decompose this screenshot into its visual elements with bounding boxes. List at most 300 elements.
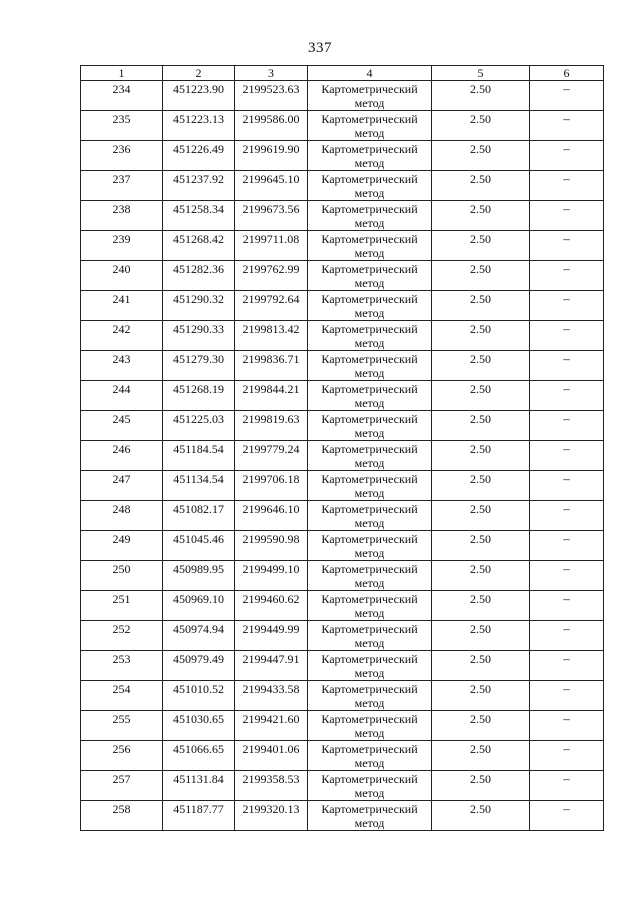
method-cell-text: Картометрический метод <box>321 652 418 680</box>
accuracy-cell <box>432 621 530 651</box>
y-coordinate-cell-text: 2199645.10 <box>242 172 300 186</box>
note-cell <box>530 291 604 321</box>
point-number-cell-text: 244 <box>112 382 131 396</box>
point-number-cell <box>81 171 163 201</box>
table-row <box>81 621 604 651</box>
note-cell <box>530 531 604 561</box>
method-cell-text: Картометрический метод <box>321 82 418 110</box>
point-number-cell-text: 243 <box>112 352 131 366</box>
note-cell-text: – <box>563 621 570 636</box>
point-number-cell <box>81 381 163 411</box>
note-cell-text: – <box>563 351 570 366</box>
y-coordinate-cell-text: 2199358.53 <box>242 772 300 786</box>
x-coordinate-cell-text: 451290.32 <box>173 292 224 306</box>
table-body <box>81 81 604 831</box>
accuracy-cell <box>432 111 530 141</box>
accuracy-cell <box>432 291 530 321</box>
accuracy-cell <box>432 81 530 111</box>
x-coordinate-cell-text: 450989.95 <box>173 562 224 576</box>
y-coordinate-cell <box>235 141 308 171</box>
y-coordinate-cell-text: 2199836.71 <box>242 352 300 366</box>
x-coordinate-cell-text: 451045.46 <box>173 532 224 546</box>
y-coordinate-cell <box>235 561 308 591</box>
note-cell <box>530 801 604 831</box>
y-coordinate-cell-text: 2199619.90 <box>242 142 300 156</box>
method-cell <box>308 741 432 771</box>
point-number-cell-text: 242 <box>112 322 131 336</box>
y-coordinate-cell <box>235 621 308 651</box>
method-cell-text: Картометрический метод <box>321 262 418 290</box>
y-coordinate-cell <box>235 711 308 741</box>
point-number-cell <box>81 261 163 291</box>
y-coordinate-cell-text: 2199844.21 <box>242 382 300 396</box>
x-coordinate-cell-text: 450979.49 <box>173 652 224 666</box>
method-cell <box>308 411 432 441</box>
method-cell <box>308 771 432 801</box>
accuracy-cell <box>432 801 530 831</box>
method-cell-text: Картометрический метод <box>321 142 418 170</box>
x-coordinate-cell-text: 451258.34 <box>173 202 224 216</box>
accuracy-cell <box>432 651 530 681</box>
point-number-cell <box>81 441 163 471</box>
y-coordinate-cell-text: 2199447.91 <box>242 652 300 666</box>
method-cell-text: Картометрический метод <box>321 472 418 500</box>
point-number-cell <box>81 291 163 321</box>
accuracy-cell <box>432 411 530 441</box>
x-coordinate-cell <box>163 111 235 141</box>
x-coordinate-cell <box>163 681 235 711</box>
y-coordinate-cell-text: 2199401.06 <box>242 742 300 756</box>
note-cell <box>530 261 604 291</box>
x-coordinate-cell-text: 451082.17 <box>173 502 224 516</box>
x-coordinate-cell-text: 451223.13 <box>173 112 224 126</box>
note-cell <box>530 171 604 201</box>
accuracy-cell <box>432 441 530 471</box>
y-coordinate-cell <box>235 201 308 231</box>
point-number-cell <box>81 531 163 561</box>
method-cell-text: Картометрический метод <box>321 292 418 320</box>
x-coordinate-cell <box>163 411 235 441</box>
y-coordinate-cell-text: 2199421.60 <box>242 712 300 726</box>
x-coordinate-cell-text: 451268.19 <box>173 382 224 396</box>
method-cell <box>308 471 432 501</box>
note-cell <box>530 81 604 111</box>
note-cell <box>530 621 604 651</box>
method-cell-text: Картометрический метод <box>321 352 418 380</box>
x-coordinate-cell <box>163 441 235 471</box>
note-cell <box>530 591 604 621</box>
accuracy-cell-text: 2.50 <box>470 142 491 156</box>
accuracy-cell-text: 2.50 <box>470 382 491 396</box>
y-coordinate-cell-text: 2199590.98 <box>242 532 300 546</box>
table-row <box>81 771 604 801</box>
note-cell <box>530 651 604 681</box>
method-cell-text: Картометрический метод <box>321 442 418 470</box>
point-number-cell-text: 237 <box>112 172 131 186</box>
x-coordinate-cell-text: 451279.30 <box>173 352 224 366</box>
accuracy-cell <box>432 261 530 291</box>
note-cell-text: – <box>563 201 570 216</box>
method-cell-text: Картометрический метод <box>321 682 418 710</box>
x-coordinate-cell <box>163 291 235 321</box>
method-cell <box>308 501 432 531</box>
y-coordinate-cell-text: 2199433.58 <box>242 682 300 696</box>
method-cell <box>308 381 432 411</box>
method-cell <box>308 321 432 351</box>
x-coordinate-cell <box>163 621 235 651</box>
point-number-cell-text: 236 <box>112 142 131 156</box>
point-number-cell <box>81 351 163 381</box>
table-row <box>81 351 604 381</box>
note-cell-text: – <box>563 111 570 126</box>
method-cell <box>308 231 432 261</box>
point-number-cell-text: 251 <box>112 592 131 606</box>
method-cell <box>308 351 432 381</box>
y-coordinate-cell <box>235 171 308 201</box>
method-cell-text: Картометрический метод <box>321 802 418 830</box>
method-cell-text: Картометрический метод <box>321 502 418 530</box>
y-coordinate-cell <box>235 681 308 711</box>
note-cell <box>530 471 604 501</box>
note-cell <box>530 501 604 531</box>
table-row <box>81 501 604 531</box>
point-number-cell <box>81 231 163 261</box>
method-cell <box>308 111 432 141</box>
method-cell-text: Картометрический метод <box>321 202 418 230</box>
y-coordinate-cell <box>235 471 308 501</box>
y-coordinate-cell-text: 2199499.10 <box>242 562 300 576</box>
note-cell-text: – <box>563 141 570 156</box>
accuracy-cell <box>432 381 530 411</box>
y-coordinate-cell-text: 2199706.18 <box>242 472 300 486</box>
method-cell <box>308 801 432 831</box>
x-coordinate-cell <box>163 381 235 411</box>
note-cell-text: – <box>563 531 570 546</box>
x-coordinate-cell <box>163 261 235 291</box>
accuracy-cell-text: 2.50 <box>470 682 491 696</box>
x-coordinate-cell <box>163 531 235 561</box>
x-coordinate-cell-text: 451223.90 <box>173 82 224 96</box>
y-coordinate-cell <box>235 321 308 351</box>
x-coordinate-cell-text: 451184.54 <box>173 442 224 456</box>
point-number-cell-text: 254 <box>112 682 131 696</box>
accuracy-cell <box>432 741 530 771</box>
note-cell-text: – <box>563 741 570 756</box>
note-cell-text: – <box>563 171 570 186</box>
y-coordinate-cell <box>235 741 308 771</box>
table-row <box>81 591 604 621</box>
accuracy-cell-text: 2.50 <box>470 262 491 276</box>
y-coordinate-cell <box>235 111 308 141</box>
y-coordinate-cell <box>235 801 308 831</box>
page-number: 337 <box>308 40 332 56</box>
point-number-cell <box>81 111 163 141</box>
table-row <box>81 411 604 441</box>
table-row <box>81 681 604 711</box>
y-coordinate-cell <box>235 591 308 621</box>
column-header-1: 1 <box>81 66 163 81</box>
y-coordinate-cell-text: 2199819.63 <box>242 412 300 426</box>
y-coordinate-cell-text: 2199646.10 <box>242 502 300 516</box>
note-cell <box>530 231 604 261</box>
accuracy-cell <box>432 531 530 561</box>
accuracy-cell <box>432 231 530 261</box>
method-cell <box>308 201 432 231</box>
x-coordinate-cell-text: 451010.52 <box>173 682 224 696</box>
point-number-cell-text: 239 <box>112 232 131 246</box>
y-coordinate-cell <box>235 291 308 321</box>
point-number-cell <box>81 621 163 651</box>
table-row <box>81 531 604 561</box>
x-coordinate-cell <box>163 771 235 801</box>
point-number-cell <box>81 771 163 801</box>
accuracy-cell-text: 2.50 <box>470 412 491 426</box>
y-coordinate-cell-text: 2199711.08 <box>242 232 300 246</box>
x-coordinate-cell-text: 451134.54 <box>173 472 224 486</box>
note-cell <box>530 201 604 231</box>
y-coordinate-cell <box>235 351 308 381</box>
y-coordinate-cell-text: 2199586.00 <box>242 112 300 126</box>
accuracy-cell <box>432 681 530 711</box>
method-cell <box>308 621 432 651</box>
table-row <box>81 471 604 501</box>
point-number-cell <box>81 561 163 591</box>
note-cell <box>530 321 604 351</box>
accuracy-cell-text: 2.50 <box>470 112 491 126</box>
point-number-cell <box>81 81 163 111</box>
table-row <box>81 741 604 771</box>
x-coordinate-cell-text: 451237.92 <box>173 172 224 186</box>
y-coordinate-cell-text: 2199762.99 <box>242 262 300 276</box>
header-row <box>81 66 604 81</box>
y-coordinate-cell <box>235 441 308 471</box>
note-cell-text: – <box>563 381 570 396</box>
point-number-cell-text: 238 <box>112 202 131 216</box>
point-number-cell <box>81 801 163 831</box>
x-coordinate-cell-text: 451225.03 <box>173 412 224 426</box>
note-cell-text: – <box>563 771 570 786</box>
method-cell <box>308 711 432 741</box>
point-number-cell <box>81 141 163 171</box>
accuracy-cell-text: 2.50 <box>470 82 491 96</box>
point-number-cell-text: 256 <box>112 742 131 756</box>
accuracy-cell-text: 2.50 <box>470 562 491 576</box>
point-number-cell-text: 235 <box>112 112 131 126</box>
x-coordinate-cell-text: 451290.33 <box>173 322 224 336</box>
y-coordinate-cell-text: 2199813.42 <box>242 322 300 336</box>
point-number-cell-text: 250 <box>112 562 131 576</box>
method-cell <box>308 81 432 111</box>
accuracy-cell-text: 2.50 <box>470 622 491 636</box>
point-number-cell <box>81 321 163 351</box>
method-cell <box>308 681 432 711</box>
table-row <box>81 141 604 171</box>
note-cell <box>530 561 604 591</box>
table-row <box>81 801 604 831</box>
y-coordinate-cell <box>235 231 308 261</box>
method-cell <box>308 291 432 321</box>
table-row <box>81 291 604 321</box>
method-cell <box>308 561 432 591</box>
method-cell <box>308 591 432 621</box>
accuracy-cell-text: 2.50 <box>470 652 491 666</box>
method-cell-text: Картометрический метод <box>321 742 418 770</box>
method-cell-text: Картометрический метод <box>321 112 418 140</box>
y-coordinate-cell-text: 2199449.99 <box>242 622 300 636</box>
accuracy-cell <box>432 351 530 381</box>
accuracy-cell <box>432 711 530 741</box>
y-coordinate-cell <box>235 261 308 291</box>
x-coordinate-cell <box>163 351 235 381</box>
table-row <box>81 201 604 231</box>
note-cell-text: – <box>563 591 570 606</box>
accuracy-cell-text: 2.50 <box>470 712 491 726</box>
table-row <box>81 651 604 681</box>
accuracy-cell <box>432 771 530 801</box>
point-number-cell <box>81 741 163 771</box>
accuracy-cell-text: 2.50 <box>470 502 491 516</box>
accuracy-cell-text: 2.50 <box>470 592 491 606</box>
note-cell-text: – <box>563 231 570 246</box>
x-coordinate-cell-text: 450969.10 <box>173 592 224 606</box>
accuracy-cell <box>432 561 530 591</box>
note-cell <box>530 381 604 411</box>
accuracy-cell-text: 2.50 <box>470 202 491 216</box>
x-coordinate-cell-text: 451226.49 <box>173 142 224 156</box>
note-cell <box>530 111 604 141</box>
method-cell-text: Картометрический метод <box>321 412 418 440</box>
x-coordinate-cell <box>163 141 235 171</box>
method-cell-text: Картометрический метод <box>321 232 418 260</box>
note-cell-text: – <box>563 711 570 726</box>
note-cell-text: – <box>563 681 570 696</box>
note-cell-text: – <box>563 471 570 486</box>
point-number-cell-text: 252 <box>112 622 131 636</box>
note-cell <box>530 141 604 171</box>
point-number-cell <box>81 651 163 681</box>
table-header <box>81 66 604 81</box>
y-coordinate-cell <box>235 381 308 411</box>
x-coordinate-cell-text: 451268.42 <box>173 232 224 246</box>
accuracy-cell-text: 2.50 <box>470 532 491 546</box>
table-row <box>81 111 604 141</box>
note-cell <box>530 681 604 711</box>
note-cell-text: – <box>563 801 570 816</box>
x-coordinate-cell <box>163 591 235 621</box>
note-cell-text: – <box>563 441 570 456</box>
table-row <box>81 321 604 351</box>
x-coordinate-cell <box>163 651 235 681</box>
accuracy-cell <box>432 141 530 171</box>
method-cell <box>308 531 432 561</box>
note-cell <box>530 741 604 771</box>
accuracy-cell <box>432 471 530 501</box>
method-cell <box>308 651 432 681</box>
note-cell <box>530 411 604 441</box>
note-cell-text: – <box>563 81 570 96</box>
note-cell <box>530 351 604 381</box>
point-number-cell-text: 234 <box>112 82 131 96</box>
x-coordinate-cell-text: 451066.65 <box>173 742 224 756</box>
y-coordinate-cell-text: 2199779.24 <box>242 442 300 456</box>
note-cell <box>530 441 604 471</box>
point-number-cell <box>81 411 163 441</box>
note-cell-text: – <box>563 411 570 426</box>
table-row <box>81 711 604 741</box>
table-row <box>81 381 604 411</box>
note-cell-text: – <box>563 501 570 516</box>
point-number-cell <box>81 501 163 531</box>
x-coordinate-cell <box>163 501 235 531</box>
y-coordinate-cell <box>235 531 308 561</box>
table-row <box>81 441 604 471</box>
x-coordinate-cell <box>163 801 235 831</box>
accuracy-cell-text: 2.50 <box>470 772 491 786</box>
point-number-cell-text: 241 <box>112 292 131 306</box>
note-cell <box>530 771 604 801</box>
x-coordinate-cell <box>163 321 235 351</box>
y-coordinate-cell-text: 2199792.64 <box>242 292 300 306</box>
table-row <box>81 171 604 201</box>
method-cell-text: Картометрический метод <box>321 622 418 650</box>
method-cell <box>308 261 432 291</box>
method-cell-text: Картометрический метод <box>321 382 418 410</box>
table-row <box>81 231 604 261</box>
y-coordinate-cell-text: 2199460.62 <box>242 592 300 606</box>
method-cell <box>308 171 432 201</box>
table-row <box>81 261 604 291</box>
note-cell <box>530 711 604 741</box>
point-number-cell-text: 258 <box>112 802 131 816</box>
x-coordinate-cell <box>163 471 235 501</box>
method-cell-text: Картометрический метод <box>321 562 418 590</box>
note-cell-text: – <box>563 561 570 576</box>
column-header-2: 2 <box>163 66 235 81</box>
y-coordinate-cell <box>235 651 308 681</box>
accuracy-cell-text: 2.50 <box>470 802 491 816</box>
y-coordinate-cell-text: 2199320.13 <box>242 802 300 816</box>
accuracy-cell <box>432 321 530 351</box>
coordinates-table <box>80 65 604 831</box>
accuracy-cell-text: 2.50 <box>470 742 491 756</box>
table-row <box>81 81 604 111</box>
point-number-cell-text: 255 <box>112 712 131 726</box>
note-cell-text: – <box>563 291 570 306</box>
point-number-cell <box>81 201 163 231</box>
accuracy-cell-text: 2.50 <box>470 292 491 306</box>
note-cell-text: – <box>563 651 570 666</box>
accuracy-cell-text: 2.50 <box>470 322 491 336</box>
point-number-cell-text: 253 <box>112 652 131 666</box>
x-coordinate-cell <box>163 201 235 231</box>
method-cell-text: Картометрический метод <box>321 592 418 620</box>
point-number-cell-text: 240 <box>112 262 131 276</box>
x-coordinate-cell <box>163 231 235 261</box>
note-cell-text: – <box>563 321 570 336</box>
point-number-cell-text: 257 <box>112 772 131 786</box>
x-coordinate-cell-text: 450974.94 <box>173 622 224 636</box>
point-number-cell-text: 249 <box>112 532 131 546</box>
point-number-cell-text: 247 <box>112 472 131 486</box>
method-cell-text: Картометрический метод <box>321 532 418 560</box>
accuracy-cell <box>432 201 530 231</box>
x-coordinate-cell-text: 451187.77 <box>173 802 224 816</box>
accuracy-cell-text: 2.50 <box>470 172 491 186</box>
accuracy-cell <box>432 171 530 201</box>
method-cell <box>308 141 432 171</box>
y-coordinate-cell-text: 2199673.56 <box>242 202 300 216</box>
y-coordinate-cell <box>235 81 308 111</box>
